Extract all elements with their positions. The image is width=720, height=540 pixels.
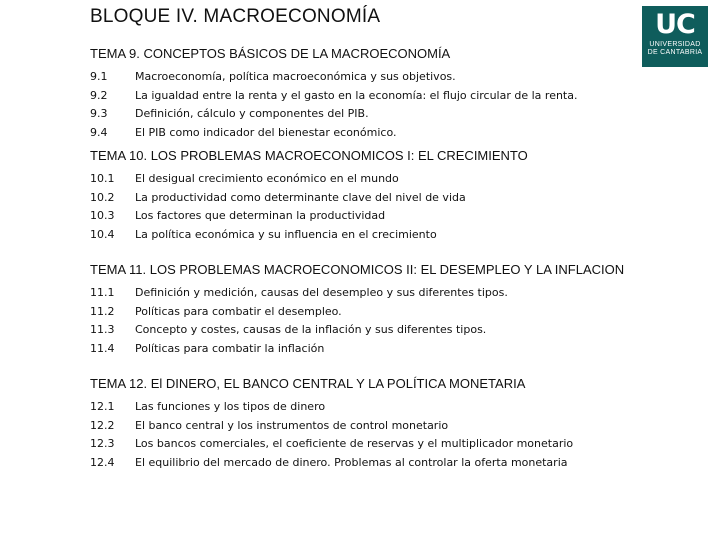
item-text: Concepto y costes, causas de la inflación y sus diferentes tipos. <box>135 323 487 336</box>
item-number: 9.2 <box>90 88 108 102</box>
item-number: 12.1 <box>90 400 115 413</box>
topic-item <box>90 170 528 189</box>
item-text: Políticas para combatir el desempleo. <box>135 304 342 318</box>
item-text: La política económica y su influencia en el crecimiento <box>135 227 437 241</box>
item-number: 9.1 <box>90 70 108 83</box>
topic-item <box>90 105 577 124</box>
item-number: 12.2 <box>90 418 115 432</box>
item-text: Definición, cálculo y componentes del PIB. <box>135 107 369 120</box>
item-number: 11.4 <box>90 341 115 355</box>
topic-item-list <box>90 398 573 472</box>
item-number: 9.3 <box>90 107 108 120</box>
topic-item <box>90 435 573 454</box>
topic-section-9 <box>90 46 577 142</box>
item-number: 10.4 <box>90 227 115 241</box>
item-text: Macroeconomía, política macroeconómica y sus objetivos. <box>135 70 456 83</box>
item-text: La igualdad entre la renta y el gasto en la economía: el flujo circular de la renta. <box>135 88 578 102</box>
topic-section-11 <box>90 262 624 358</box>
item-text: La productividad como determinante clave del nivel de vida <box>135 190 466 204</box>
logo-line-2: DE CANTABRIA <box>647 49 703 56</box>
topic-item <box>90 454 573 473</box>
university-logo <box>642 6 708 67</box>
topic-item <box>90 87 577 106</box>
item-text: El desigual crecimiento económico en el mundo <box>135 172 399 185</box>
topic-item <box>90 68 577 87</box>
topic-heading: TEMA 9. CONCEPTOS BÁSICOS DE LA MACROECONOMÍA <box>90 46 451 61</box>
item-number: 10.1 <box>90 172 115 185</box>
topic-item <box>90 207 528 226</box>
topic-item <box>90 417 573 436</box>
item-number: 12.4 <box>90 455 115 469</box>
page-title: BLOQUE IV. MACROECONOMÍA <box>90 6 381 27</box>
topic-item <box>90 321 624 340</box>
item-number: 9.4 <box>90 125 108 139</box>
item-number: 11.3 <box>90 323 115 336</box>
topic-item <box>90 303 624 322</box>
item-text: Las funciones y los tipos de dinero <box>135 400 326 413</box>
item-number: 12.3 <box>90 437 115 450</box>
item-text: El PIB como indicador del bienestar económico. <box>135 125 397 139</box>
item-number: 10.3 <box>90 209 115 222</box>
topic-section-10 <box>90 148 528 244</box>
topic-item-list <box>90 170 528 244</box>
item-text: El banco central y los instrumentos de control monetario <box>135 418 449 432</box>
topic-item <box>90 226 528 245</box>
item-text: Los factores que determinan la productividad <box>135 209 386 222</box>
logo-mark: UC <box>655 9 695 40</box>
logo-line-1: UNIVERSIDAD <box>649 41 701 48</box>
topic-section-12 <box>90 376 573 472</box>
topic-item-list <box>90 68 577 142</box>
item-text: Los bancos comerciales, el coeficiente de reservas y el multiplicador monetario <box>135 437 574 450</box>
item-text: Políticas para combatir la inflación <box>135 341 325 355</box>
topic-item <box>90 340 624 359</box>
item-text: El equilibrio del mercado de dinero. Problemas al controlar la oferta monetaria <box>135 455 568 469</box>
topic-heading: TEMA 12. El DINERO, EL BANCO CENTRAL Y LA POLÍTICA MONETARIA <box>90 376 526 391</box>
topic-item-list <box>90 284 624 358</box>
item-number: 10.2 <box>90 190 115 204</box>
topic-item <box>90 398 573 417</box>
topic-item <box>90 124 577 143</box>
topic-heading: TEMA 11. LOS PROBLEMAS MACROECONOMICOS II: EL DESEMPLEO Y LA INFLACION <box>90 262 625 277</box>
item-number: 11.2 <box>90 304 115 318</box>
item-text: Definición y medición, causas del desempleo y sus diferentes tipos. <box>135 286 508 299</box>
topic-heading: TEMA 10. LOS PROBLEMAS MACROECONOMICOS I: EL CRECIMIENTO <box>90 148 528 163</box>
item-number: 11.1 <box>90 286 115 299</box>
topic-item <box>90 189 528 208</box>
topic-item <box>90 284 624 303</box>
